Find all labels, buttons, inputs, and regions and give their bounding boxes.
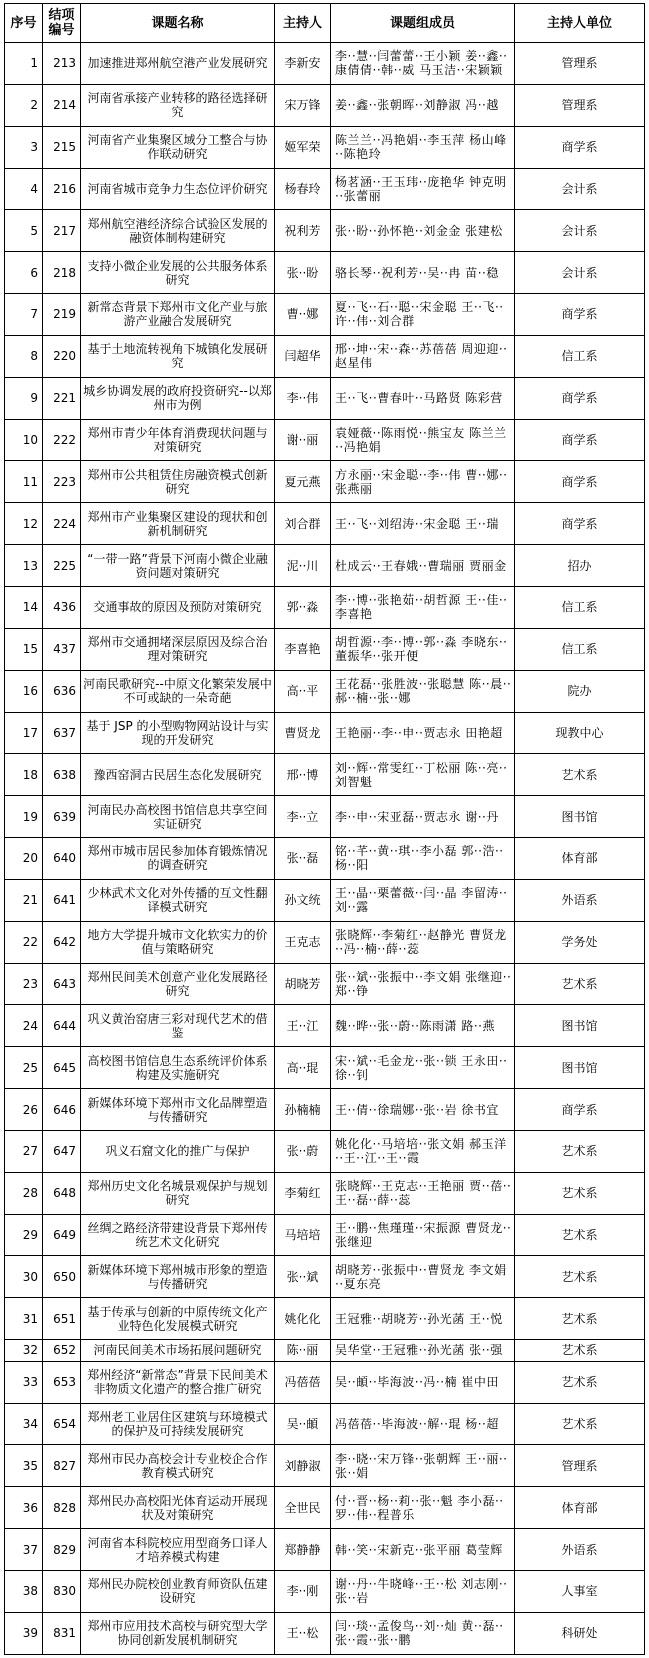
unit-cell: 艺术系	[515, 1214, 645, 1256]
table-row	[5, 586, 645, 628]
unit-cell: 外语系	[515, 1529, 645, 1571]
code-cell: 215	[43, 126, 81, 168]
seq-cell: 34	[5, 1403, 43, 1445]
code-cell: 638	[43, 754, 81, 796]
code-cell: 648	[43, 1172, 81, 1214]
seq-cell: 2	[5, 84, 43, 126]
title-cell: 郑州市应用技术高校与研究型大学协同创新发展机制研究	[81, 1612, 275, 1654]
members-cell: 王··倩··徐瑞娜··张··岩 徐书宜	[331, 1089, 515, 1131]
host-cell: 夏元燕	[275, 461, 331, 503]
table-row	[5, 1361, 645, 1403]
title-cell: 郑州民办高校阳光体育运动开展现状及对策研究	[81, 1487, 275, 1529]
table-row	[5, 1571, 645, 1613]
code-cell: 642	[43, 921, 81, 963]
seq-cell: 36	[5, 1487, 43, 1529]
members-cell: 方永丽··宋金聪··李··伟 曹··娜··张燕丽	[331, 461, 515, 503]
seq-cell: 37	[5, 1529, 43, 1571]
members-cell: 王··鹏··焦瑾瑾··宋振源 曹贤龙··张继迎	[331, 1214, 515, 1256]
seq-cell: 35	[5, 1445, 43, 1487]
members-cell: 李··博··张艳茹··胡哲源 王··佳··李喜艳	[331, 586, 515, 628]
members-cell: 铭··芊··黄··琪··李小磊 郭··浩··杨··阳	[331, 838, 515, 880]
title-cell: 郑州市城市居民参加体育锻炼情况的调查研究	[81, 838, 275, 880]
unit-cell: 人事室	[515, 1571, 645, 1613]
unit-cell: 会计系	[515, 210, 645, 252]
code-cell: 214	[43, 84, 81, 126]
seq-cell: 30	[5, 1256, 43, 1298]
members-cell: 杨茗涵··王玉玮··庞艳华 钟克明··张蕾丽	[331, 168, 515, 210]
title-cell: 郑州航空港经济综合试验区发展的融资体制构建研究	[81, 210, 275, 252]
table-row	[5, 754, 645, 796]
title-cell: 郑州市交通拥堵深层原因及综合治理对策研究	[81, 628, 275, 670]
table-row	[5, 1172, 645, 1214]
code-cell: 221	[43, 377, 81, 419]
unit-cell: 学务处	[515, 921, 645, 963]
members-cell: 袁娅薇··陈雨悦··熊宝友 陈兰兰··冯艳娟	[331, 419, 515, 461]
table-row	[5, 1214, 645, 1256]
table-row	[5, 1089, 645, 1131]
table-row	[5, 796, 645, 838]
members-cell: 骆长琴··祝利芳··吴··冉 苗··稳	[331, 252, 515, 294]
title-cell: 郑州民间美术创意产业化发展路径研究	[81, 963, 275, 1005]
title-cell: 河南民间美术市场拓展问题研究	[81, 1340, 275, 1362]
title-cell: 新媒体环境下郑州市文化品牌塑造与传播研究	[81, 1089, 275, 1131]
code-cell: 650	[43, 1256, 81, 1298]
members-cell: 姜··鑫··张朝晖··刘静淑 冯··越	[331, 84, 515, 126]
host-cell: 刘合群	[275, 503, 331, 545]
host-cell: 祝利芳	[275, 210, 331, 252]
host-cell: 张··磊	[275, 838, 331, 880]
unit-cell: 会计系	[515, 252, 645, 294]
host-cell: 王··江	[275, 1005, 331, 1047]
code-cell: 644	[43, 1005, 81, 1047]
unit-cell: 商学系	[515, 294, 645, 336]
unit-cell: 科研处	[515, 1612, 645, 1654]
unit-cell: 艺术系	[515, 963, 645, 1005]
title-cell: 丝绸之路经济带建设背景下郑州传统艺术文化研究	[81, 1214, 275, 1256]
seq-cell: 8	[5, 335, 43, 377]
title-cell: 郑州经济“新常态”背景下民间美术非物质文化遗产的整合推广研究	[81, 1361, 275, 1403]
unit-cell: 体育部	[515, 1487, 645, 1529]
host-cell: 曹贤龙	[275, 712, 331, 754]
members-cell: 付··晋··杨··莉··张··魁 李小磊··罗··伟··程普乐	[331, 1487, 515, 1529]
seq-cell: 16	[5, 670, 43, 712]
title-cell: 郑州市产业集聚区建设的现状和创新机制研究	[81, 503, 275, 545]
code-cell: 643	[43, 963, 81, 1005]
host-cell: 姚化化	[275, 1298, 331, 1340]
unit-cell: 图书馆	[515, 796, 645, 838]
members-cell: 王冠雅··胡晓芳··孙光菡 王··悦	[331, 1298, 515, 1340]
title-cell: 河南省产业集聚区域分工整合与协作联动研究	[81, 126, 275, 168]
seq-cell: 32	[5, 1340, 43, 1362]
code-cell: 436	[43, 586, 81, 628]
title-cell: 河南省本科院校应用型商务口译人才培养模式构建	[81, 1529, 275, 1571]
members-cell: 冯蓓蓓··毕海波··解··琨 杨··超	[331, 1403, 515, 1445]
code-cell: 437	[43, 628, 81, 670]
unit-cell: 体育部	[515, 838, 645, 880]
seq-cell: 26	[5, 1089, 43, 1131]
table-row	[5, 461, 645, 503]
host-cell: 胡晓芳	[275, 963, 331, 1005]
table-row	[5, 670, 645, 712]
seq-cell: 27	[5, 1130, 43, 1172]
unit-cell: 会计系	[515, 168, 645, 210]
code-cell: 219	[43, 294, 81, 336]
table-row	[5, 879, 645, 921]
host-cell: 郭··淼	[275, 586, 331, 628]
table-row	[5, 628, 645, 670]
title-cell: 郑州民办院校创业教育师资队伍建设研究	[81, 1571, 275, 1613]
code-cell: 829	[43, 1529, 81, 1571]
title-cell: “一带一路”背景下河南小微企业融资问题对策研究	[81, 545, 275, 587]
table-row	[5, 1256, 645, 1298]
code-cell: 828	[43, 1487, 81, 1529]
table-row	[5, 43, 645, 85]
title-cell: 基于土地流转视角下城镇化发展研究	[81, 335, 275, 377]
members-cell: 谢··丹··牛晓峰··王··松 刘志刚··张··岩	[331, 1571, 515, 1613]
seq-cell: 23	[5, 963, 43, 1005]
code-cell: 654	[43, 1403, 81, 1445]
host-cell: 张··盼	[275, 252, 331, 294]
host-cell: 孙楠楠	[275, 1089, 331, 1131]
host-cell: 冯蓓蓓	[275, 1361, 331, 1403]
code-cell: 831	[43, 1612, 81, 1654]
host-cell: 孙文统	[275, 879, 331, 921]
header-members: 课题组成员	[331, 4, 515, 43]
host-cell: 李··立	[275, 796, 331, 838]
members-cell: 夏··飞··石··聪··宋金聪 王··飞··许··伟··刘合群	[331, 294, 515, 336]
members-cell: 张晓辉··王克志··王艳丽 贾··蓓··王··磊··薛··蕊	[331, 1172, 515, 1214]
table-row	[5, 84, 645, 126]
table-row	[5, 210, 645, 252]
members-cell: 张晓辉··李菊红··赵静光 曹贤龙··冯··楠··薛··蕊	[331, 921, 515, 963]
host-cell: 邢··博	[275, 754, 331, 796]
members-cell: 杜成云··王春娥··曹瑞丽 贾丽金	[331, 545, 515, 587]
code-cell: 827	[43, 1445, 81, 1487]
table-body	[5, 43, 645, 1655]
members-cell: 王艳丽··李··申··贾志永 田艳超	[331, 712, 515, 754]
seq-cell: 20	[5, 838, 43, 880]
code-cell: 649	[43, 1214, 81, 1256]
unit-cell: 艺术系	[515, 1340, 645, 1362]
code-cell: 647	[43, 1130, 81, 1172]
members-cell: 胡哲源··李··博··郭··淼 李晓东··董振华··张开便	[331, 628, 515, 670]
table-row	[5, 545, 645, 587]
seq-cell: 25	[5, 1047, 43, 1089]
table-row	[5, 126, 645, 168]
unit-cell: 管理系	[515, 43, 645, 85]
host-cell: 刘静淑	[275, 1445, 331, 1487]
seq-cell: 14	[5, 586, 43, 628]
host-cell: 王克志	[275, 921, 331, 963]
members-cell: 姚化化··马培培··张文娟 郝玉洋··王··江··王··霞	[331, 1130, 515, 1172]
members-cell: 刘··辉··常雯红··丁松丽 陈··亮··刘智魁	[331, 754, 515, 796]
title-cell: 基于 JSP 的小型购物网站设计与实现的开发研究	[81, 712, 275, 754]
code-cell: 651	[43, 1298, 81, 1340]
project-table	[4, 3, 645, 1655]
seq-cell: 1	[5, 43, 43, 85]
seq-cell: 10	[5, 419, 43, 461]
unit-cell: 商学系	[515, 461, 645, 503]
host-cell: 姬军荣	[275, 126, 331, 168]
unit-cell: 现教中心	[515, 712, 645, 754]
title-cell: 郑州市民办高校会计专业校企合作教育模式研究	[81, 1445, 275, 1487]
code-cell: 224	[43, 503, 81, 545]
unit-cell: 信工系	[515, 628, 645, 670]
host-cell: 闫超华	[275, 335, 331, 377]
members-cell: 闫··琰··孟俊鸟··刘··灿 黄··磊··张··霞··张··鹏	[331, 1612, 515, 1654]
title-cell: 基于传承与创新的中原传统文化产业特色化发展模式研究	[81, 1298, 275, 1340]
members-cell: 王··飞··刘绍涛··宋金聪 王··瑞	[331, 503, 515, 545]
table-row	[5, 252, 645, 294]
members-cell: 李··慧··闫蕾蕾··王小颖 姜··鑫··康倩倩··韩··威 马玉洁··宋颖颖	[331, 43, 515, 85]
host-cell: 李菊红	[275, 1172, 331, 1214]
unit-cell: 艺术系	[515, 1403, 645, 1445]
host-cell: 陈··丽	[275, 1340, 331, 1362]
code-cell: 217	[43, 210, 81, 252]
seq-cell: 33	[5, 1361, 43, 1403]
title-cell: 郑州历史文化名城景观保护与规划研究	[81, 1172, 275, 1214]
code-cell: 218	[43, 252, 81, 294]
host-cell: 张··斌	[275, 1256, 331, 1298]
unit-cell: 商学系	[515, 1089, 645, 1131]
seq-cell: 6	[5, 252, 43, 294]
table-row	[5, 168, 645, 210]
host-cell: 李喜艳	[275, 628, 331, 670]
seq-cell: 19	[5, 796, 43, 838]
unit-cell: 信工系	[515, 335, 645, 377]
title-cell: 郑州市青少年体育消费现状问题与对策研究	[81, 419, 275, 461]
unit-cell: 院办	[515, 670, 645, 712]
members-cell: 张··斌··张振中··李文娟 张继迎··郑··铮	[331, 963, 515, 1005]
title-cell: 加速推进郑州航空港产业发展研究	[81, 43, 275, 85]
table-row	[5, 1403, 645, 1445]
table-row	[5, 503, 645, 545]
host-cell: 泥··川	[275, 545, 331, 587]
seq-cell: 18	[5, 754, 43, 796]
host-cell: 全世民	[275, 1487, 331, 1529]
code-cell: 223	[43, 461, 81, 503]
seq-cell: 5	[5, 210, 43, 252]
unit-cell: 商学系	[515, 503, 645, 545]
seq-cell: 13	[5, 545, 43, 587]
title-cell: 河南省承接产业转移的路径选择研究	[81, 84, 275, 126]
code-cell: 646	[43, 1089, 81, 1131]
seq-cell: 3	[5, 126, 43, 168]
unit-cell: 商学系	[515, 377, 645, 419]
title-cell: 地方大学提升城市文化软实力的价值与策略研究	[81, 921, 275, 963]
unit-cell: 商学系	[515, 126, 645, 168]
seq-cell: 9	[5, 377, 43, 419]
host-cell: 张··蔚	[275, 1130, 331, 1172]
table-row	[5, 1487, 645, 1529]
members-cell: 吴··頔··毕海波··冯··楠 崔中田	[331, 1361, 515, 1403]
members-cell: 魏··晔··张··蔚··陈雨潇 路··燕	[331, 1005, 515, 1047]
title-cell: 豫西窑洞古民居生态化发展研究	[81, 754, 275, 796]
code-cell: 830	[43, 1571, 81, 1613]
unit-cell: 艺术系	[515, 1172, 645, 1214]
seq-cell: 11	[5, 461, 43, 503]
host-cell: 马培培	[275, 1214, 331, 1256]
header-unit: 主持人单位	[515, 4, 645, 43]
host-cell: 杨春玲	[275, 168, 331, 210]
code-cell: 652	[43, 1340, 81, 1362]
host-cell: 郑静静	[275, 1529, 331, 1571]
title-cell: 郑州市公共租赁住房融资模式创新研究	[81, 461, 275, 503]
table-row	[5, 335, 645, 377]
host-cell: 吴··頔	[275, 1403, 331, 1445]
members-cell: 陈兰兰··冯艳娟··李玉萍 杨山峰··陈艳玲	[331, 126, 515, 168]
code-cell: 213	[43, 43, 81, 85]
table-row	[5, 1047, 645, 1089]
table-row	[5, 1130, 645, 1172]
title-cell: 巩义黄治窑唐三彩对现代艺术的借鉴	[81, 1005, 275, 1047]
unit-cell: 艺术系	[515, 1298, 645, 1340]
host-cell: 李新安	[275, 43, 331, 85]
table-row	[5, 963, 645, 1005]
title-cell: 支持小微企业发展的公共服务体系研究	[81, 252, 275, 294]
members-cell: 吴华堂··王冠雅··孙光菡 张··强	[331, 1340, 515, 1362]
seq-cell: 12	[5, 503, 43, 545]
code-cell: 636	[43, 670, 81, 712]
title-cell: 河南省城市竞争力生态位评价研究	[81, 168, 275, 210]
seq-cell: 15	[5, 628, 43, 670]
title-cell: 少林武术文化对外传播的互文性翻译模式研究	[81, 879, 275, 921]
host-cell: 宋万锋	[275, 84, 331, 126]
host-cell: 李··刚	[275, 1571, 331, 1613]
table-row	[5, 838, 645, 880]
members-cell: 张··盼··孙怀艳··刘金金 张建松	[331, 210, 515, 252]
table-row	[5, 1340, 645, 1362]
code-cell: 641	[43, 879, 81, 921]
seq-cell: 31	[5, 1298, 43, 1340]
unit-cell: 外语系	[515, 879, 645, 921]
title-cell: 郑州老工业居住区建筑与环境模式的保护及可持续发展研究	[81, 1403, 275, 1445]
seq-cell: 22	[5, 921, 43, 963]
title-cell: 河南民办高校图书馆信息共享空间实证研究	[81, 796, 275, 838]
host-cell: 曹··娜	[275, 294, 331, 336]
host-cell: 谢··丽	[275, 419, 331, 461]
members-cell: 李··晓··宋万锋··张朝辉 王··丽··张··娟	[331, 1445, 515, 1487]
unit-cell: 图书馆	[515, 1047, 645, 1089]
seq-cell: 4	[5, 168, 43, 210]
table-row	[5, 921, 645, 963]
header-title: 课题名称	[81, 4, 275, 43]
host-cell: 王··松	[275, 1612, 331, 1654]
host-cell: 李··伟	[275, 377, 331, 419]
members-cell: 宋··斌··毛金龙··张··锁 王永田··徐··钊	[331, 1047, 515, 1089]
code-cell: 220	[43, 335, 81, 377]
unit-cell: 图书馆	[515, 1005, 645, 1047]
host-cell: 高··平	[275, 670, 331, 712]
title-cell: 高校图书馆信息生态系统评价体系构建及实施研究	[81, 1047, 275, 1089]
members-cell: 王花磊··张胜波··张聪慧 陈··晨··郝··楠··张··娜	[331, 670, 515, 712]
seq-cell: 24	[5, 1005, 43, 1047]
table-row	[5, 419, 645, 461]
members-cell: 韩··笑··宋新克··张平丽 葛莹辉	[331, 1529, 515, 1571]
table-row	[5, 1445, 645, 1487]
code-cell: 645	[43, 1047, 81, 1089]
members-cell: 王··晶··栗蕾薇··闫··晶 李留涛··刘··露	[331, 879, 515, 921]
unit-cell: 艺术系	[515, 1361, 645, 1403]
title-cell: 巩义石窟文化的推广与保护	[81, 1130, 275, 1172]
unit-cell: 信工系	[515, 586, 645, 628]
host-cell: 高··琨	[275, 1047, 331, 1089]
unit-cell: 管理系	[515, 84, 645, 126]
code-cell: 225	[43, 545, 81, 587]
members-cell: 胡晓芳··张振中··曹贤龙 李文娟··夏东亮	[331, 1256, 515, 1298]
unit-cell: 艺术系	[515, 754, 645, 796]
header-seq: 序号	[5, 4, 43, 43]
table-row	[5, 712, 645, 754]
unit-cell: 商学系	[515, 419, 645, 461]
unit-cell: 管理系	[515, 1445, 645, 1487]
table-row	[5, 1612, 645, 1654]
code-cell: 637	[43, 712, 81, 754]
table-row	[5, 1005, 645, 1047]
header-row	[5, 4, 645, 43]
table-row	[5, 294, 645, 336]
code-cell: 639	[43, 796, 81, 838]
header-host: 主持人	[275, 4, 331, 43]
title-cell: 交通事故的原因及预防对策研究	[81, 586, 275, 628]
seq-cell: 39	[5, 1612, 43, 1654]
unit-cell: 艺术系	[515, 1256, 645, 1298]
seq-cell: 7	[5, 294, 43, 336]
seq-cell: 21	[5, 879, 43, 921]
title-cell: 新常态背景下郑州市文化产业与旅游产业融合发展研究	[81, 294, 275, 336]
members-cell: 邢··坤··宋··森··苏蓓蓓 周迎迎··赵星伟	[331, 335, 515, 377]
seq-cell: 17	[5, 712, 43, 754]
code-cell: 653	[43, 1361, 81, 1403]
seq-cell: 29	[5, 1214, 43, 1256]
seq-cell: 28	[5, 1172, 43, 1214]
code-cell: 640	[43, 838, 81, 880]
table-row	[5, 1298, 645, 1340]
seq-cell: 38	[5, 1571, 43, 1613]
code-cell: 216	[43, 168, 81, 210]
table-row	[5, 1529, 645, 1571]
header-code: 结项 编号	[43, 4, 81, 43]
unit-cell: 艺术系	[515, 1130, 645, 1172]
members-cell: 李··申··宋亚磊··贾志永 谢··丹	[331, 796, 515, 838]
title-cell: 河南民歌研究--中原文化繁荣发展中不可或缺的一朵奇葩	[81, 670, 275, 712]
table-row	[5, 377, 645, 419]
members-cell: 王··飞··曹春叶··马路贤 陈彩营	[331, 377, 515, 419]
title-cell: 城乡协调发展的政府投资研究--以郑州市为例	[81, 377, 275, 419]
unit-cell: 招办	[515, 545, 645, 587]
title-cell: 新媒体环境下郑州城市形象的塑造与传播研究	[81, 1256, 275, 1298]
code-cell: 222	[43, 419, 81, 461]
